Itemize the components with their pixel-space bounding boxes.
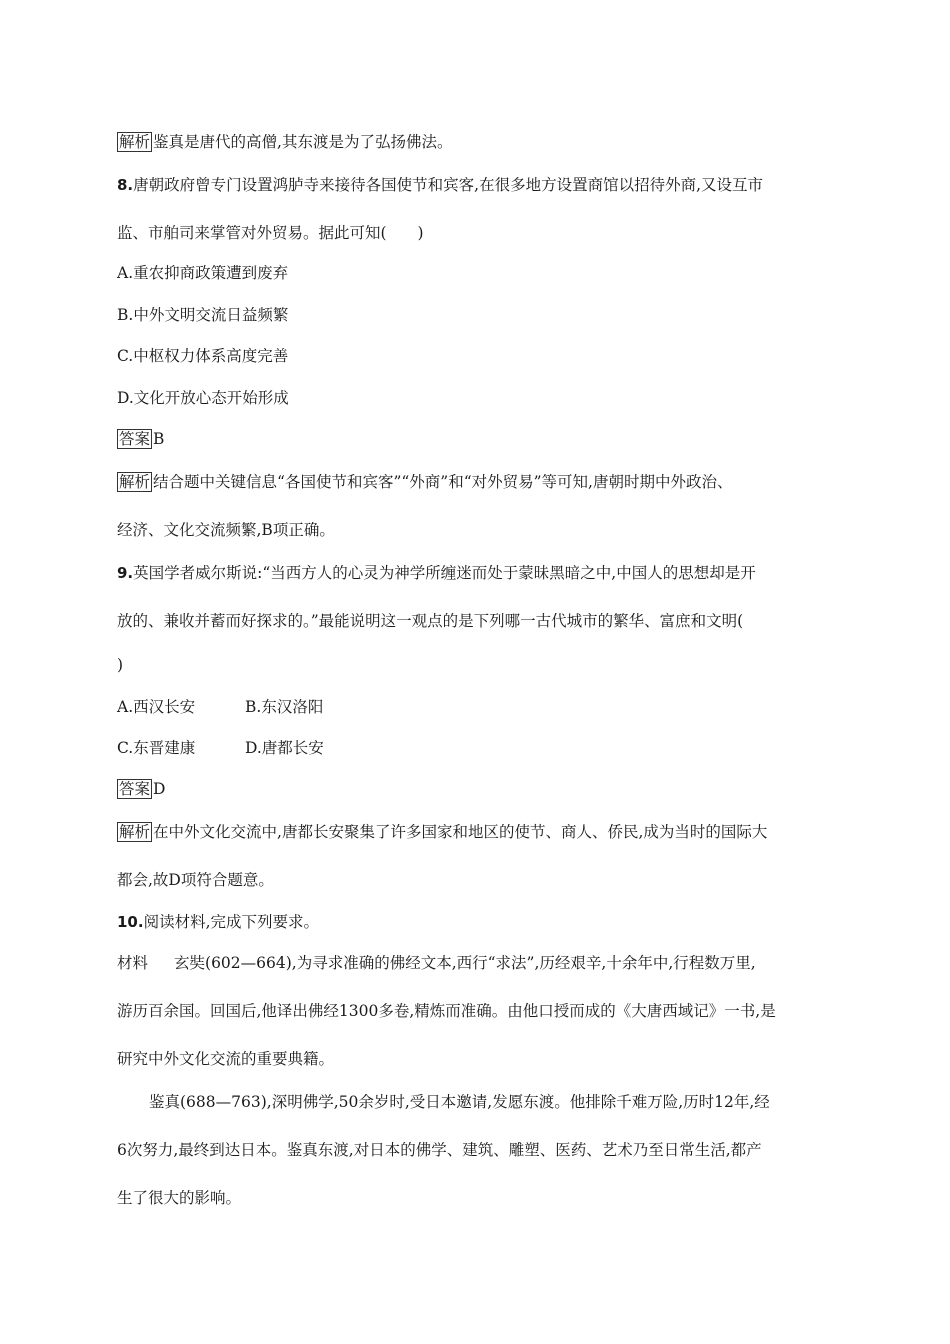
q10-stem [117, 912, 319, 932]
q9-option-d: D.唐都长安 [245, 739, 324, 757]
q8-option-c: C.中枢权力体系高度完善 [117, 347, 289, 365]
analysis-tag: 解析 [119, 823, 151, 841]
q9-option-b: B.东汉洛阳 [245, 698, 324, 716]
q10-material-line5: 6次努力,最终到达日本。鉴真东渡,对日本的佛学、建筑、雕塑、医药、艺术乃至日常生活,都产 [117, 1141, 762, 1159]
q8-analysis-line2: 经济、文化交流频繁,B项正确。 [117, 521, 335, 539]
analysis-tag: 解析 [119, 473, 151, 491]
q8-stem-line2: 监、市舶司来掌管对外贸易。据此可知( ) [117, 224, 424, 242]
q8-stem-text1: 唐朝政府曾专门设置鸿胪寺来接待各国使节和宾客,在很多地方设置商馆以招待外商,又设互市 [133, 176, 763, 194]
q9-option-a: A.西汉长安 [117, 698, 196, 716]
q8-option-a: A.重农抑商政策遭到废弃 [117, 264, 289, 282]
material-label: 材料 [117, 954, 149, 972]
q10-material-line2: 游历百余国。回国后,他译出佛经1300多卷,精炼而准确。由他口授而成的《大唐西域记》一书,是 [117, 1002, 776, 1020]
q9-stem-text1: 英国学者威尔斯说:“当西方人的心灵为神学所缠迷而处于蒙昧黑暗之中,中国人的思想却是开 [133, 564, 756, 582]
answer-tag: 答案 [119, 780, 151, 798]
q9-options-row1 [117, 697, 323, 717]
q10-stem-text: 阅读材料,完成下列要求。 [143, 913, 320, 931]
q8-analysis-line1 [117, 472, 733, 492]
q9-stem-line2: 放的、兼收并蓄而好探求的。”最能说明这一观点的是下列哪一古代城市的繁华、富庶和文明( [117, 612, 744, 630]
q8-answer [117, 429, 164, 449]
q9-stem-line1 [117, 563, 756, 583]
q10-number: 10. [117, 913, 144, 931]
q10-material-text1: 玄奘(602—664),为寻求准确的佛经文本,西行“求法”,历经艰辛,十余年中,行程数万里, [174, 954, 756, 972]
q8-option-d: D.文化开放心态开始形成 [117, 389, 289, 407]
q9-analysis-line1 [117, 822, 767, 842]
q9-answer-value: D [153, 780, 166, 798]
q9-stem-line3: ) [117, 656, 124, 674]
q9-analysis-line2: 都会,故D项符合题意。 [117, 871, 274, 889]
q10-material-line4: 鉴真(688—763),深明佛学,50余岁时,受日本邀请,发愿东渡。他排除千难万险,历时12年,经 [149, 1093, 770, 1111]
q8-answer-value: B [153, 430, 165, 448]
q7-analysis-text: 鉴真是唐代的高僧,其东渡是为了弘扬佛法。 [153, 133, 453, 151]
q10-material-line1 [117, 953, 756, 973]
q9-answer [117, 779, 165, 799]
q9-number: 9. [117, 564, 134, 582]
q10-material-line6: 生了很大的影响。 [117, 1189, 242, 1207]
q8-stem-line1 [117, 175, 763, 195]
q8-option-b: B.中外文明交流日益频繁 [117, 306, 289, 324]
q8-number: 8. [117, 176, 134, 194]
q10-material-line3: 研究中外文化交流的重要典籍。 [117, 1050, 335, 1068]
analysis-tag: 解析 [119, 133, 151, 151]
q8-analysis-text1: 结合题中关键信息“各国使节和宾客”“外商”和“对外贸易”等可知,唐朝时期中外政治、 [153, 473, 733, 491]
answer-tag: 答案 [119, 430, 151, 448]
q7-analysis [117, 132, 452, 152]
q9-option-c: C.东晋建康 [117, 739, 196, 757]
q9-analysis-text1: 在中外文化交流中,唐都长安聚集了许多国家和地区的使节、商人、侨民,成为当时的国际大 [153, 823, 768, 841]
q9-options-row2 [117, 738, 324, 758]
